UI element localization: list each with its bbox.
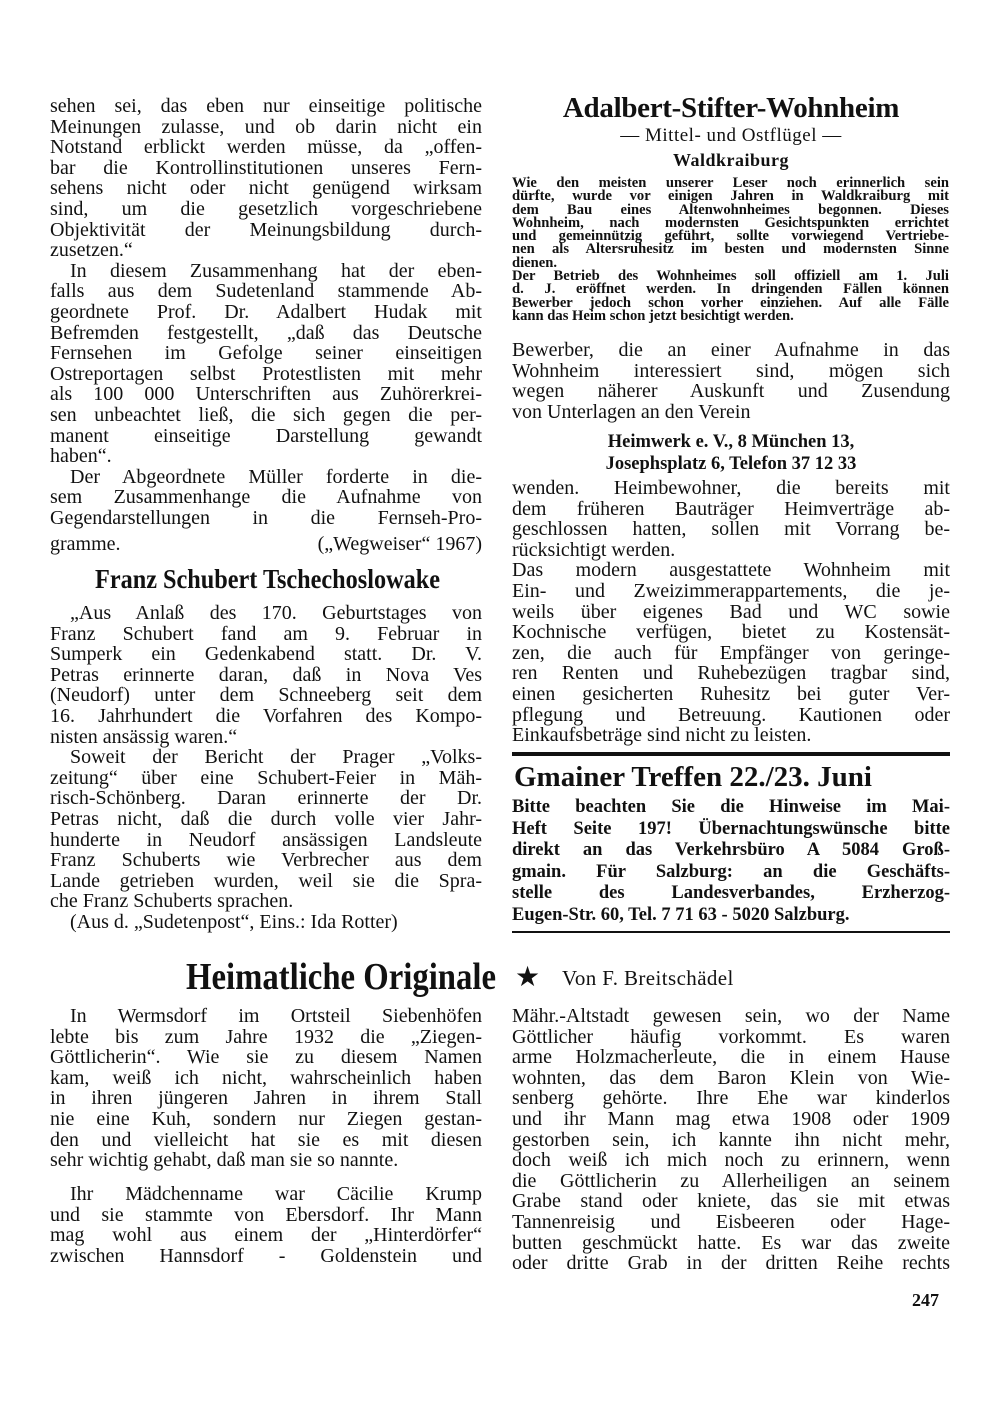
text-line: 16. Jahrhundert die Vorfahren des Kompo- (50, 704, 482, 727)
text-line: als 100 000 Unterschriften aus Zuhörerkrei- (50, 383, 482, 406)
originale-heading: Heimatliche Originale (186, 956, 496, 998)
text-line: haben“. (50, 445, 112, 468)
text-line: und ihr Mann mag etwa 1908 oder 1909 (512, 1107, 950, 1130)
text-line: Wohnheim interessiert sind, mögen sich (512, 359, 950, 382)
text-line: und gemeinnützig geführt, sollte vorwiegend Vertriebe- (512, 228, 949, 245)
gmain-notice (512, 797, 950, 926)
text-line: zeitung“ über eine Schubert-Feier in Mäh- (50, 766, 482, 789)
text-line: den und vielleicht hat sie es mit diesen (50, 1128, 482, 1151)
text-line: Sumperk ein Gedenkabend statt. Dr. V. (50, 643, 482, 666)
wohnheim-title: Adalbert-Stifter-Wohnheim (562, 92, 900, 124)
article-continuation-last-line (50, 534, 482, 555)
wohnheim-applicants (512, 340, 950, 422)
text-line: sind, um die gesetzlich vorgeschriebene (50, 197, 482, 220)
schubert-heading: Franz Schubert Tschechoslowake (95, 564, 440, 594)
wohnheim-place: Waldkraiburg (672, 150, 790, 170)
text-line: Meinungen zulasse, und ob darin nicht ein (50, 115, 482, 138)
paragraph (50, 261, 482, 467)
text-line: ren Renten und Ruhebezügen tragbar sind, (512, 662, 950, 685)
divider (512, 931, 950, 933)
text-line: oder dritte Grab in der dritten Reihe rechts (512, 1252, 950, 1275)
text-line: In diesem Zusammenhang hat der eben- (70, 259, 482, 282)
schubert-article (50, 603, 482, 933)
text-line: Petras erinnerte daran, daß in Nova Ves (50, 663, 482, 686)
paragraph (50, 1184, 482, 1266)
text-line: „Aus Anlaß des 170. Geburtstages von (70, 602, 482, 624)
text-line: von Unterlagen an den Verein (512, 400, 751, 423)
text-line: bar die Kontrollinstitutionen unseres Fern- (50, 156, 482, 179)
paragraph (512, 478, 950, 560)
wohnheim-subtitle: — Mittel- und Ostflügel — (620, 125, 842, 146)
text-line: kam, weiß ich nicht, wahrscheinlich haben (50, 1066, 482, 1089)
address-line: Josephsplatz 6, Telefon 37 12 33 (605, 454, 857, 474)
text-line: zwischen Hannsdorf - Goldenstein und (50, 1244, 482, 1267)
text-line: sehens nicht oder nicht genügend wirksam (50, 177, 482, 200)
divider (512, 752, 950, 756)
text-line: sehen sei, das eben nur einseitige politische (50, 95, 482, 117)
page-number: 247 (912, 1290, 939, 1310)
text-line: wohnten, das dem Baron Klein von Wie- (512, 1066, 950, 1089)
text-line: gestorben sein, ich kannte ihn nicht mehr, (512, 1128, 950, 1151)
text-line: Bitte beachten Sie die Hinweise im Mai- (512, 797, 950, 817)
text-line: sen unbeachtet ließ, die sich gegen die per- (50, 403, 482, 426)
text-line: Ein- und Zweizimmerappartements, die je- (512, 579, 950, 602)
text-line: doch weiß ich mich noch zu erinnern, wenn (512, 1149, 950, 1172)
paragraph (512, 270, 949, 323)
text-line: Fernsehen im Gefolge seiner einseitigen (50, 342, 482, 365)
text-line: dem Bau eines Altenwohnheimes begonnen. Dieses (512, 201, 949, 218)
text-line: Das modern ausgestattete Wohnheim mit (512, 559, 950, 582)
text-line: Mähr.-Altstadt gewesen sein, wo der Name (512, 1005, 950, 1027)
paragraph (50, 467, 482, 529)
text-line: mag wohl aus einem der „Hinterdörfer“ (50, 1224, 482, 1247)
text-line: geschlossen hatten, sollen mit Vorrang be- (512, 518, 950, 541)
text-line: wenden. Heimbewohner, die bereits mit (512, 477, 950, 499)
text-line: Ostreportagen selbst Protestlisten mit mehr (50, 362, 482, 385)
text-line: lebte bis zum Jahre 1932 die „Ziegen- (50, 1025, 482, 1048)
text-line: In Wermsdorf im Ortsteil Siebenhöfen (70, 1005, 482, 1027)
paragraph (50, 912, 482, 933)
gmain-heading: Gmainer Treffen 22./23. Juni (514, 761, 872, 793)
wohnheim-notice (512, 177, 949, 323)
paragraph (50, 603, 482, 747)
text-line: dem früheren Bauträger Heimverträge ab- (512, 497, 950, 520)
text-line: falls aus dem Sudetenland stammende Ab- (50, 280, 482, 303)
text-line: stelle des Landesverbandes, Erzherzog- (512, 883, 950, 903)
text-line: Grabe stand oder kniete, das sie mit etwas (512, 1190, 950, 1213)
text-line: sehr wichtig gehabt, daß man sie so nannte. (50, 1149, 399, 1172)
paragraph (50, 747, 482, 912)
text-line: risch-Schönberg. Daran erinnerte der Dr. (50, 787, 482, 810)
originale-left-column-2 (50, 1184, 482, 1266)
text-line: direkt an das Verkehrsbüro A 5084 Groß- (512, 840, 950, 860)
text-line: manent einseitige Darstellung gewandt (50, 424, 482, 447)
last-line-text: gramme. (50, 533, 121, 555)
paragraph (50, 1006, 482, 1171)
text-line: Kochnische verfügen, bietet zu Kostensät- (512, 621, 950, 644)
text-line: Der Betrieb des Wohnheimes soll offiziell am 1. Juli (512, 268, 949, 285)
text-line: (Neudorf) unter dem Schneeberg seit dem (50, 684, 482, 707)
text-line: zusetzen.“ (50, 239, 133, 262)
originale-left-column (50, 1006, 482, 1171)
text-line: butten geschmückt hatte. Es war das zweite (512, 1231, 950, 1254)
text-line: Einkaufsbeträge sind nicht zu leisten. (512, 724, 812, 747)
text-line: Soweit der Bericht der Prager „Volks- (70, 746, 482, 769)
text-line: sem Zusammenhange die Aufnahme von (50, 486, 482, 509)
wohnheim-address (512, 431, 950, 475)
text-line: Notstand erblickt werden müsse, da „offen- (50, 136, 482, 159)
text-line: geordnete Prof. Dr. Adalbert Hudak mit (50, 300, 482, 323)
paragraph (50, 96, 482, 261)
wohnheim-details (512, 478, 950, 746)
text-line: Ihr Mädchenname war Cäcilie Krump (70, 1183, 482, 1205)
text-line: Befremden festgestellt, „daß das Deutsche (50, 321, 482, 344)
star-icon: ★ (515, 962, 541, 993)
text-line: (Aus d. „Sudetenpost“, Eins.: Ida Rotter) (70, 910, 398, 933)
article-continuation (50, 96, 482, 528)
text-line: wegen näherer Auskunft und Zusendung (512, 380, 950, 403)
text-line: nie eine Kuh, sondern nur Ziegen gestan- (50, 1107, 482, 1130)
text-line: rücksichtigt werden. (512, 538, 676, 561)
text-line: Bewerber, die an einer Aufnahme in das (512, 339, 950, 361)
text-line: Franz Schubert fand am 9. Februar in (50, 622, 482, 645)
text-line: dienen. (512, 254, 558, 271)
text-line: arme Holzmacherleute, die in einem Hause (512, 1046, 950, 1069)
text-line: senberg gehörte. Ihre Ehe war kinderlos (512, 1087, 950, 1110)
text-line: Franz Schuberts wie Verbrecher aus dem (50, 849, 482, 872)
text-line: Gegendarstellungen in die Fernseh-Pro- (50, 506, 482, 529)
text-line: che Franz Schuberts sprachen. (50, 890, 294, 913)
text-line: Wie den meisten unserer Leser noch erinnerlich sein (512, 175, 949, 191)
text-line: Objektivität der Meinungsbildung durch- (50, 218, 482, 241)
address-line: Heimwerk e. V., 8 München 13, (607, 432, 855, 452)
text-line: Heft Seite 197! Übernachtungswünsche bitte (512, 818, 950, 839)
text-line: nisten ansässig waren.“ (50, 725, 238, 748)
paragraph (512, 340, 950, 422)
text-line: Bewerber jedoch schon vorher einziehen. Auf alle Fälle (512, 294, 949, 311)
text-line: Eugen-Str. 60, Tel. 7 71 63 - 5020 Salzburg. (512, 904, 850, 925)
originale-right-column (512, 1006, 950, 1274)
text-line: pflegung und Betreuung. Kautionen oder (512, 703, 950, 726)
text-line: Tannenreisig und Eisbeeren oder Hage- (512, 1210, 950, 1233)
paragraph (512, 1006, 950, 1274)
text-line: Göttlicher häufig vorkommt. Es waren (512, 1025, 950, 1048)
text-line: nen als Altersruhesitz im besten und modernsten Sinne (512, 241, 949, 258)
text-line: und sie stammte von Ebersdorf. Ihr Mann (50, 1203, 482, 1226)
text-line: zen, die auch für Empfänger von geringe- (512, 641, 950, 664)
text-line: einen gesicherten Ruhesitz bei guter Ver- (512, 682, 950, 705)
paragraph (512, 560, 950, 745)
text-line: Wohnheim, nach modernsten Gesichtspunkten errichtet (512, 214, 949, 231)
text-line: kann das Heim schon jetzt besichtigt werden. (512, 307, 794, 324)
text-line: die Göttlicherin zu Allerheiligen an seinem (512, 1169, 950, 1192)
paragraph (512, 177, 949, 270)
text-line: Der Abgeordnete Müller forderte in die- (70, 465, 482, 488)
paragraph (512, 797, 950, 926)
text-line: dürfte, wurde vor einigen Jahren in Waldkraiburg mit (512, 188, 949, 205)
byline: Von F. Breitschädel (562, 966, 734, 990)
text-line: gmain. Für Salzburg: an die Geschäfts- (512, 861, 950, 882)
text-line: in ihren jüngeren Jahren in ihrem Stall (50, 1087, 482, 1110)
text-line: Göttlicherin“. Wie sie zu diesem Namen (50, 1046, 482, 1069)
text-line: hunderte in Neudorf ansässigen Landsleute (50, 828, 482, 851)
text-line: Lande getrieben wurden, weil sie die Spra- (50, 869, 482, 892)
text-line: Petras nicht, daß die durch volle vier Jahr- (50, 807, 482, 830)
source-citation: („Wegweiser“ 1967) (317, 533, 482, 555)
text-line: d. J. eröffnet werden. In dringenden Fällen können (512, 281, 949, 298)
text-line: weils über eigenes Bad und WC sowie (512, 600, 950, 623)
